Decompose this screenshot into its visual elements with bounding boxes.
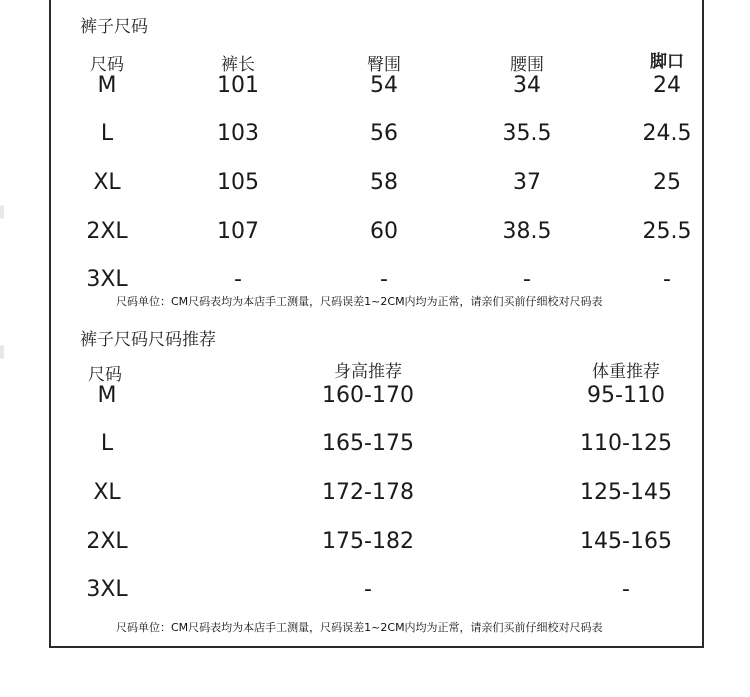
size-cell: 37	[513, 170, 541, 195]
recommend-cell: 3XL	[86, 577, 128, 602]
size-cell: M	[97, 73, 117, 98]
size-cell: 24	[653, 73, 681, 98]
edge-artifact	[0, 345, 4, 359]
size-header-waist: 腰围	[510, 55, 544, 75]
size-cell: -	[380, 267, 388, 292]
frame-left-border	[49, 0, 51, 648]
frame-right-border	[702, 0, 704, 648]
recommend-header-height: 身高推荐	[334, 362, 402, 382]
size-cell: 58	[370, 170, 398, 195]
recommend-table-title: 裤子尺码尺码推荐	[80, 330, 216, 350]
size-cell: 25.5	[642, 219, 692, 244]
recommend-cell: M	[97, 383, 117, 408]
size-header-size: 尺码	[90, 55, 124, 75]
size-cell: 54	[370, 73, 398, 98]
recommend-cell: 145-165	[580, 529, 672, 554]
size-header-cuff: 脚口	[650, 52, 684, 72]
edge-artifact	[0, 205, 4, 219]
size-cell: 24.5	[642, 121, 692, 146]
recommend-cell: 172-178	[322, 480, 414, 505]
recommend-cell: 175-182	[322, 529, 414, 554]
size-cell: 35.5	[502, 121, 552, 146]
size-cell: 101	[217, 73, 259, 98]
recommend-cell: XL	[93, 480, 121, 505]
recommend-cell: -	[364, 577, 372, 602]
recommend-cell: 125-145	[580, 480, 672, 505]
size-cell: -	[523, 267, 531, 292]
size-cell: 38.5	[502, 219, 552, 244]
size-header-hip: 臀围	[367, 55, 401, 75]
size-cell: -	[663, 267, 671, 292]
recommend-cell: 160-170	[322, 383, 414, 408]
recommend-cell: 95-110	[587, 383, 665, 408]
size-cell: -	[234, 267, 242, 292]
size-cell: 34	[513, 73, 541, 98]
frame-bottom-border	[49, 646, 704, 648]
recommend-cell: 110-125	[580, 431, 672, 456]
recommend-header-weight: 体重推荐	[592, 362, 660, 382]
size-cell: 103	[217, 121, 259, 146]
recommend-cell: -	[622, 577, 630, 602]
size-cell: 3XL	[86, 267, 128, 292]
size-cell: 105	[217, 170, 259, 195]
size-table-title: 裤子尺码	[80, 17, 148, 37]
size-header-length: 裤长	[221, 55, 255, 75]
recommend-cell: 2XL	[86, 529, 128, 554]
size-cell: 56	[370, 121, 398, 146]
recommend-cell: 165-175	[322, 431, 414, 456]
recommend-cell: L	[100, 431, 114, 456]
size-cell: 2XL	[86, 219, 128, 244]
recommend-table-note: 尺码单位：CM尺码表均为本店手工测量，尺码误差1~2CM内均为正常，请亲们买前仔细校对尺码表	[116, 621, 603, 634]
size-cell: L	[100, 121, 114, 146]
size-table-note: 尺码单位：CM尺码表均为本店手工测量，尺码误差1~2CM内均为正常，请亲们买前仔细校对尺码表	[116, 295, 603, 308]
recommend-header-size: 尺码	[88, 365, 122, 385]
size-cell: 60	[370, 219, 398, 244]
size-cell: 25	[653, 170, 681, 195]
size-cell: XL	[93, 170, 121, 195]
size-cell: 107	[217, 219, 259, 244]
